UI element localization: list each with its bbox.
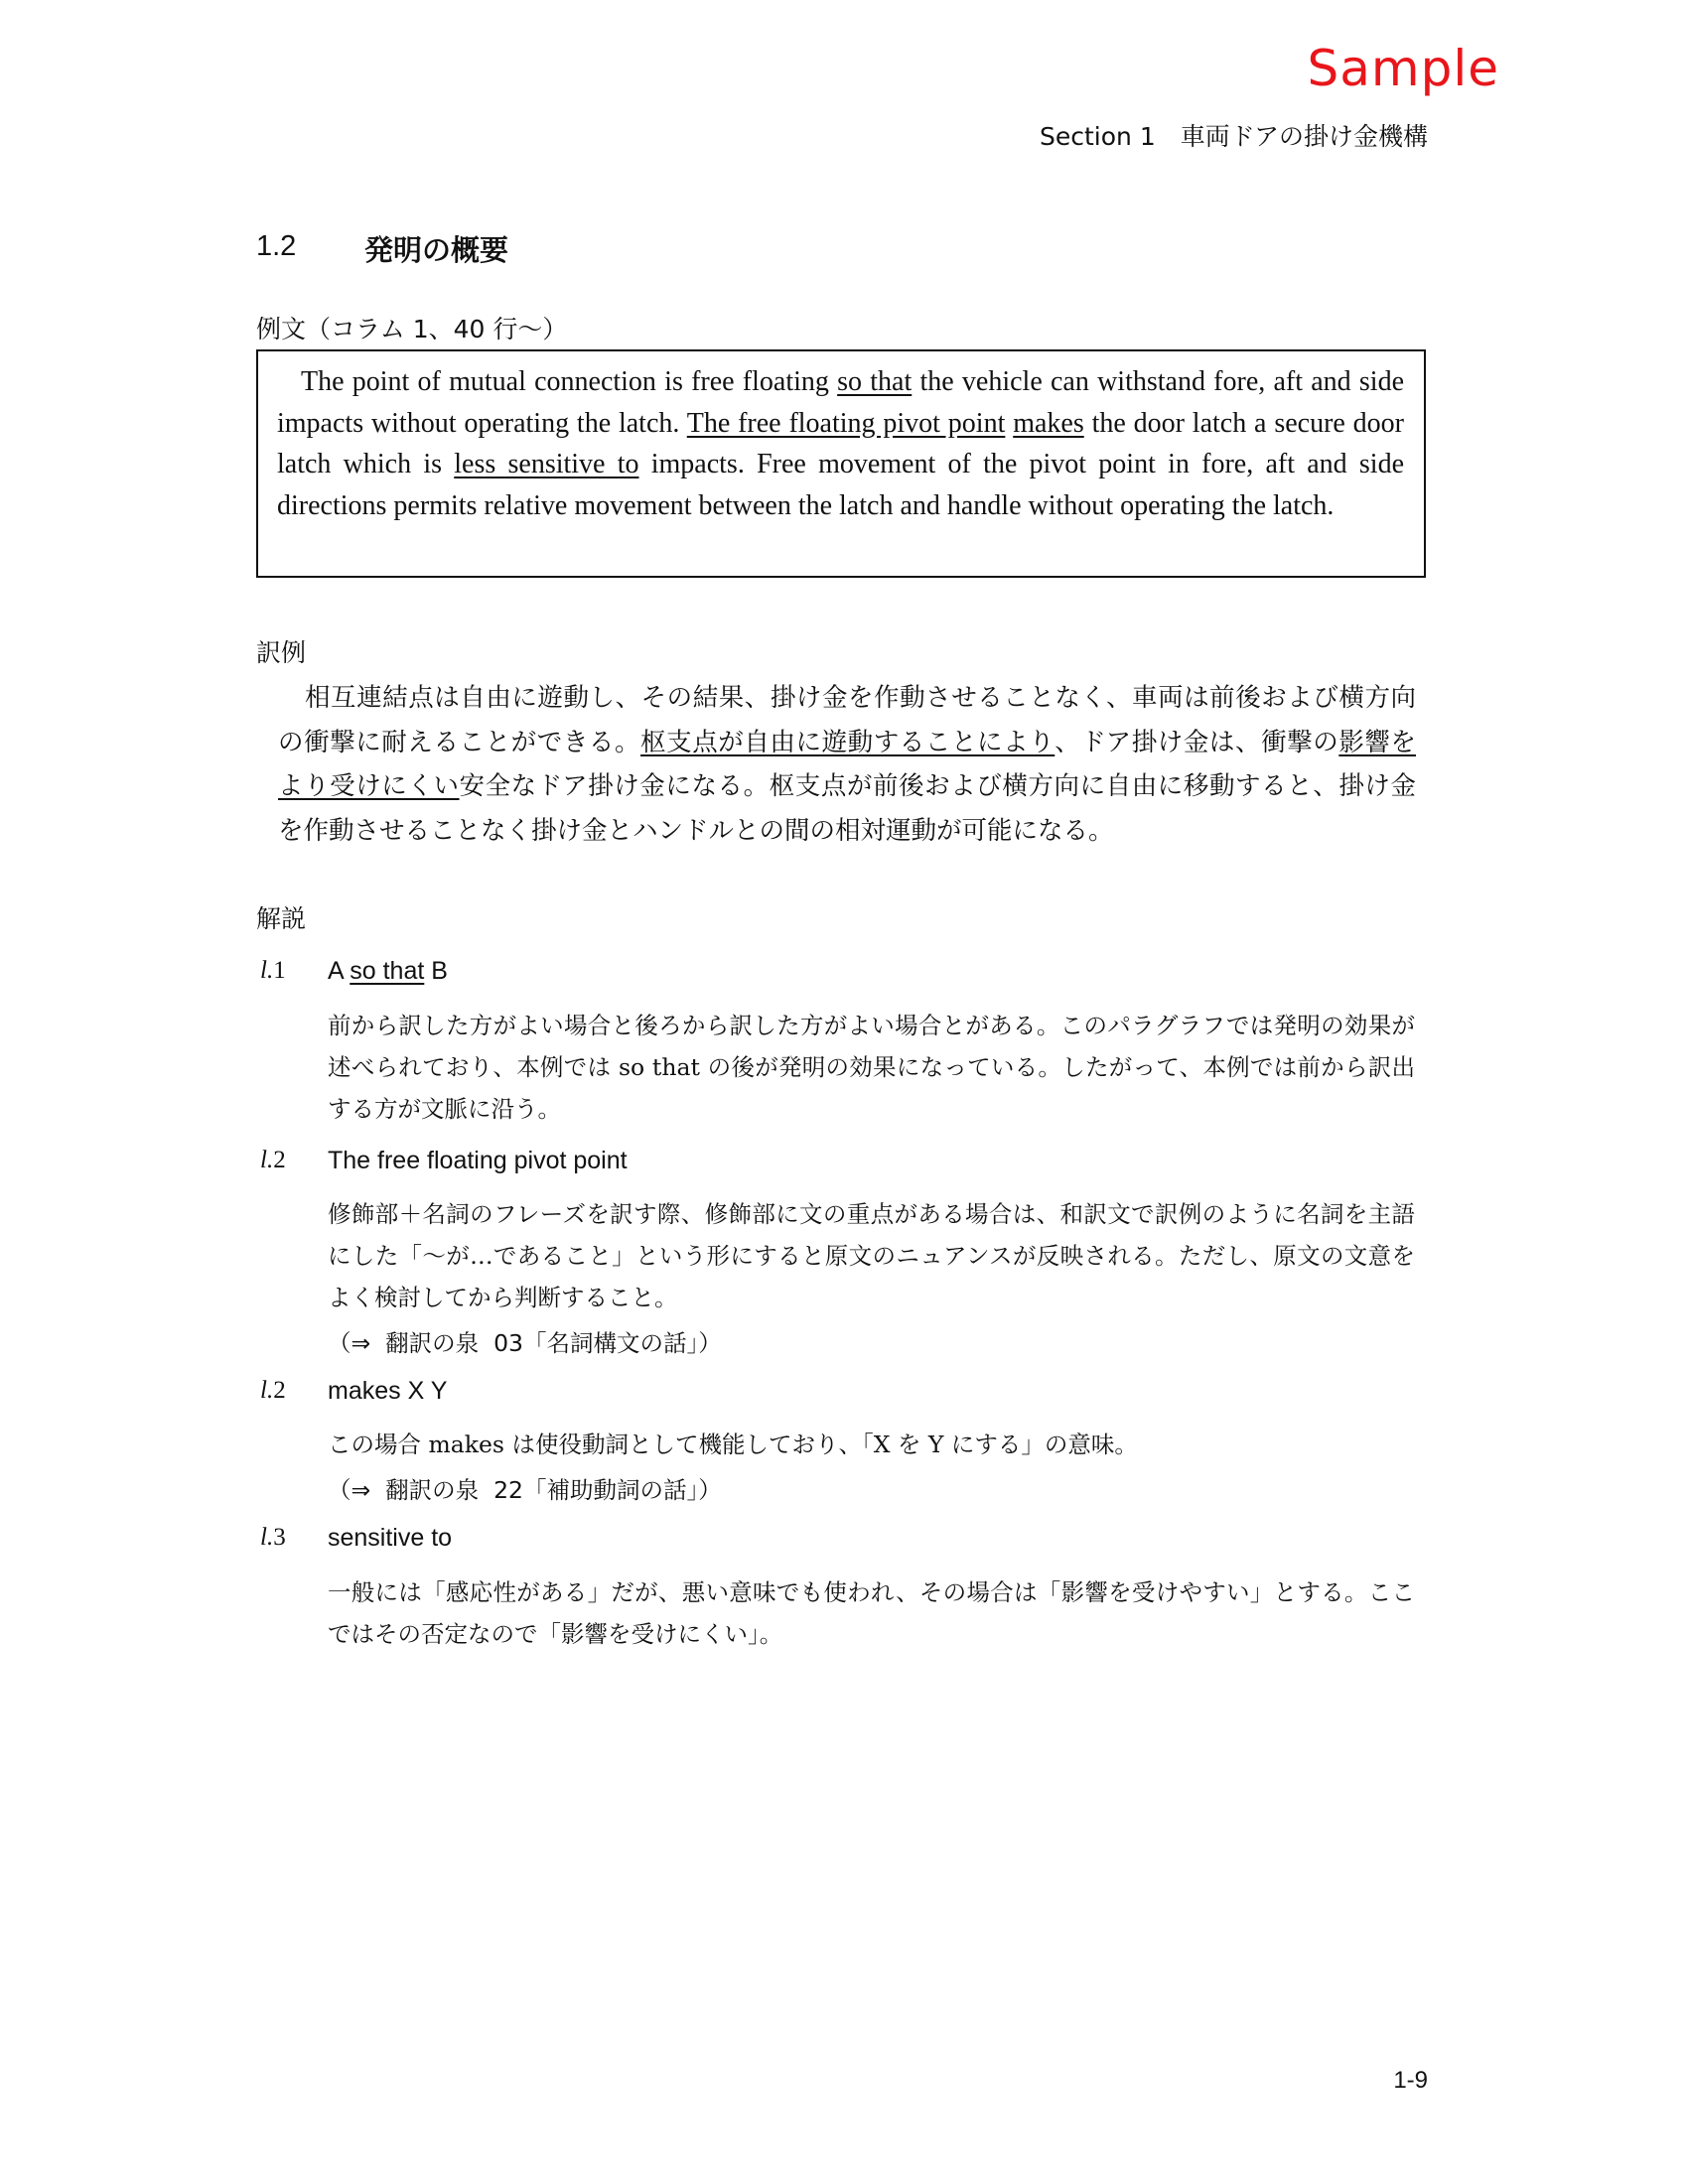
- translation-text: 相互連結点は自由に遊動し、その結果、掛け金を作動させることなく、車両は前後および横方向の衝撃に耐えることができる。: [278, 683, 1416, 757]
- sample-watermark: Sample: [1307, 40, 1499, 97]
- example-underline-so-that: so that: [837, 366, 913, 397]
- page-number: 1-9: [1393, 2067, 1428, 2094]
- section-title: 発明の概要: [364, 233, 509, 267]
- note-4-line-ref: l.3: [260, 1524, 286, 1551]
- translation-body: [278, 676, 1416, 853]
- note-3-reference: （⇒ 翻訳の泉 22「補助動詞の話」）: [328, 1476, 722, 1504]
- translation-underline-pivot: 枢支点が自由に遊動することにより: [640, 727, 1055, 757]
- note-3-line-ref: l.2: [260, 1377, 286, 1404]
- translation-paragraph: [278, 676, 1416, 853]
- section-number: 1.2: [256, 230, 297, 262]
- example-text-box: [256, 349, 1426, 578]
- translation-label: 訳例: [256, 638, 307, 667]
- note-3-heading: makes X Y: [328, 1377, 448, 1405]
- example-label: 例文（コラム 1、40 行～）: [256, 315, 568, 343]
- note-1-heading: A so that B: [328, 957, 448, 985]
- translation-underline-influence: 影響をより受けにくい: [278, 727, 1416, 801]
- example-underline-makes: makes: [1013, 407, 1084, 439]
- note-2-line-ref: l.2: [260, 1147, 286, 1173]
- commentary-label: 解説: [256, 904, 307, 933]
- note-4-body: 一般には「感応性がある」だが、悪い意味でも使われ、その場合は「影響を受けやすい」とする。ここではその否定なので「影響を受けにくい」。: [328, 1578, 1415, 1648]
- note-1-line-ref: l.1: [260, 957, 286, 984]
- example-underline-less-sensitive: less sensitive to: [454, 449, 639, 479]
- note-4-heading: sensitive to: [328, 1524, 453, 1552]
- example-text: the vehicle can withstand fore, aft and side impacts without operating the latch.: [277, 366, 1404, 439]
- note-1-body: 前から訳した方がよい場合と後ろから訳した方がよい場合とがある。このパラグラフでは発明の効果が述べられており、本例では so that の後が発明の効果になっている。したがって、本例では前から訳出する方が文脈に沿う。: [328, 1012, 1415, 1123]
- note-2-reference: （⇒ 翻訳の泉 03「名詞構文の話」）: [328, 1329, 722, 1357]
- example-underline-pivot-point: The free floating pivot point: [686, 407, 1006, 439]
- example-text: impacts. Free movement of the pivot point in fore, aft and side directions permits relative movement between the latch and handle without operating the latch.: [277, 449, 1404, 521]
- note-2-body: 修飾部＋名詞のフレーズを訳す際、修飾部に文の重点がある場合は、和訳文で訳例のように名詞を主語にした「～が…であること」という形にすると原文のニュアンスが反映される。ただし、原文の文意をよく検討してから判断すること。: [328, 1200, 1415, 1311]
- translation-text: 安全なドア掛け金になる。枢支点が前後および横方向に自由に移動すると、掛け金を作動させることなく掛け金とハンドルとの間の相対運動が可能になる。: [278, 771, 1416, 846]
- example-paragraph: [277, 361, 1404, 526]
- translation-text: 、ドア掛け金は、衝撃の: [1055, 727, 1339, 757]
- note-3-body: この場合 makes は使役動詞として機能しており、「X を Y にする」の意味。: [328, 1431, 1138, 1458]
- example-text: the door latch a secure door latch which is: [277, 407, 1404, 479]
- example-text: The point of mutual connection is free floating: [301, 366, 838, 397]
- running-head: Section 1 車両ドアの掛け金機構: [1040, 122, 1428, 151]
- note-2-heading: The free floating pivot point: [328, 1147, 628, 1174]
